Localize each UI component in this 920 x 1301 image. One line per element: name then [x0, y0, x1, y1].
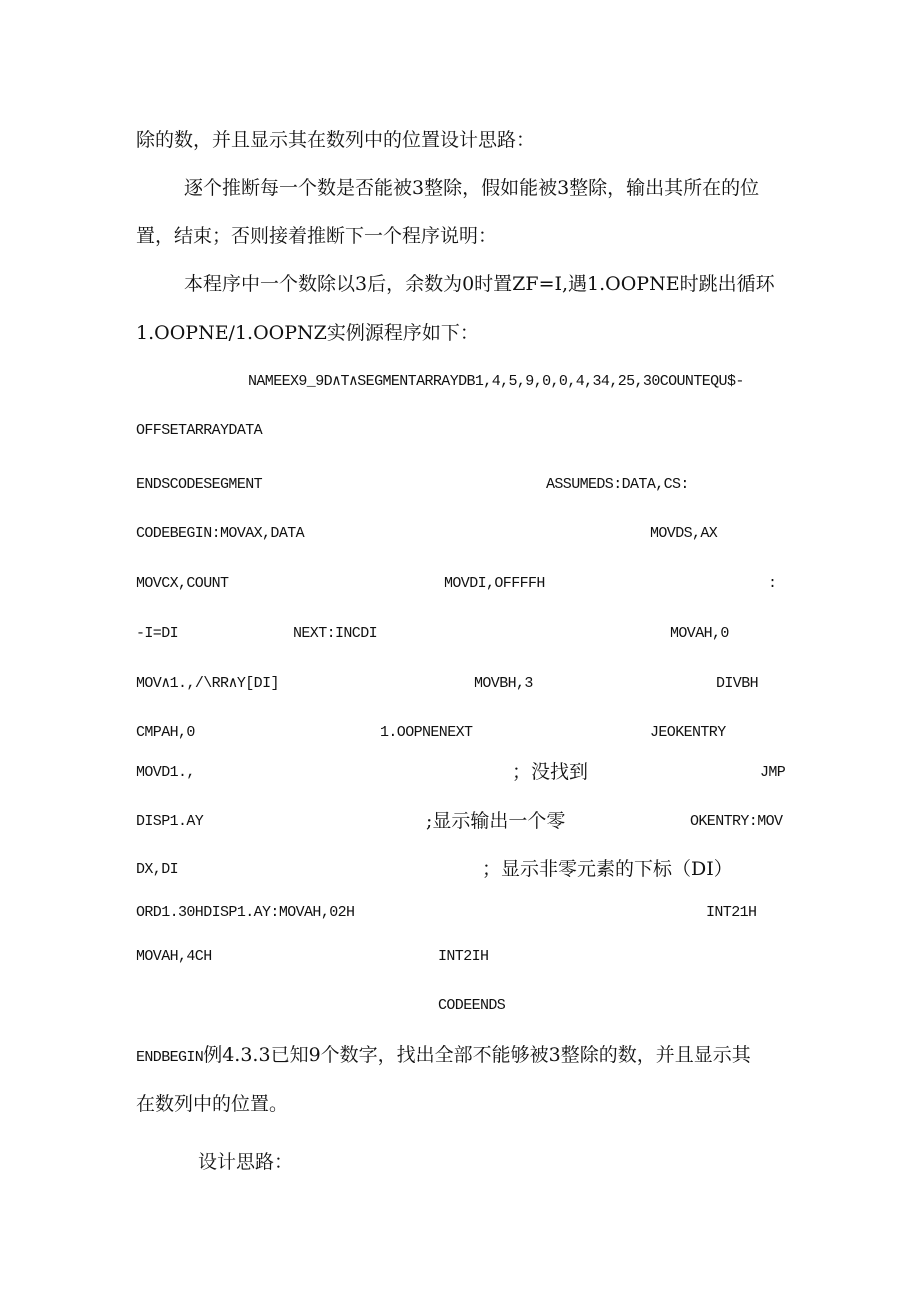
code-line: CODEENDS — [438, 997, 506, 1014]
code-line: 1.OOPNENEXT — [380, 724, 473, 741]
paragraph-approach-line2: 置，结束；否则接着推断下一个程序说明： — [136, 225, 498, 247]
paragraph-approach-line1: 逐个推断每一个数是否能被3整除，假如能被3整除，输出其所在的位 — [184, 177, 760, 199]
code-comment: ；没找到 — [512, 761, 589, 783]
code-line: OKENTRY:MOV — [690, 813, 783, 830]
code-line: MOVAH,0 — [670, 625, 729, 642]
code-line: DIVBH — [716, 675, 759, 692]
section-heading-design: 设计思路： — [198, 1151, 294, 1173]
paragraph-example-line2: 在数列中的位置。 — [136, 1093, 289, 1115]
code-line: CMPAH,0 — [136, 724, 195, 741]
paragraph-explanation-line1: 本程序中一个数除以3后，余数为0时置ZF=I,遇1.OOPNE时跳出循环 — [184, 273, 775, 295]
code-comment: ;显示输出一个零 — [426, 810, 566, 832]
code-line: OFFSETARRAYDATA — [136, 422, 263, 439]
code-line: NAMEEX9_9D∧T∧SEGMENTARRAYDB1,4,5,9,0,0,4,34,25,30COUNTEQU$- — [248, 373, 744, 390]
code-line: JMP — [760, 764, 786, 781]
code-line: MOVD1., — [136, 764, 195, 781]
code-line: MOVBH,3 — [474, 675, 533, 692]
code-line: INT21H — [706, 904, 757, 921]
code-line: DISP1.AY — [136, 813, 204, 830]
code-line: NEXT:INCDI — [293, 625, 378, 642]
code-line: ASSUMEDS:DATA,CS: — [546, 476, 689, 493]
code-line: MOVDS,AX — [650, 525, 718, 542]
code-line: MOVCX,COUNT — [136, 575, 229, 592]
code-line: CODEBEGIN:MOVAX,DATA — [136, 525, 305, 542]
code-line: INT2IH — [438, 948, 489, 965]
example-heading-text: 例4.3.3已知9个数字，找出全部不能够被3整除的数，并且显示其 — [203, 1044, 751, 1066]
code-line: MOV∧1.,/\RR∧Y[DI] — [136, 675, 279, 692]
code-line: ENDSCODESEGMENT — [136, 476, 263, 493]
code-line: MOVAH,4CH — [136, 948, 212, 965]
code-line: : — [768, 575, 777, 592]
code-line: JEOKENTRY — [650, 724, 726, 741]
paragraph-example-line1 — [136, 1043, 751, 1068]
code-inline: ENDBEGIN — [136, 1049, 204, 1066]
paragraph-intro: 除的数，并且显示其在数列中的位置设计思路： — [136, 129, 536, 151]
code-line: DX,DI — [136, 861, 179, 878]
code-line: ORD1.30HDISP1.AY:MOVAH,02H — [136, 904, 355, 921]
code-line: MOVDI,OFFFFH — [444, 575, 545, 592]
code-comment: ；显示非零元素的下标（DI） — [482, 858, 733, 880]
code-line: -I=DI — [136, 625, 179, 642]
paragraph-explanation-line2: 1.OOPNE/1.OOPNZ实例源程序如下： — [136, 322, 479, 344]
